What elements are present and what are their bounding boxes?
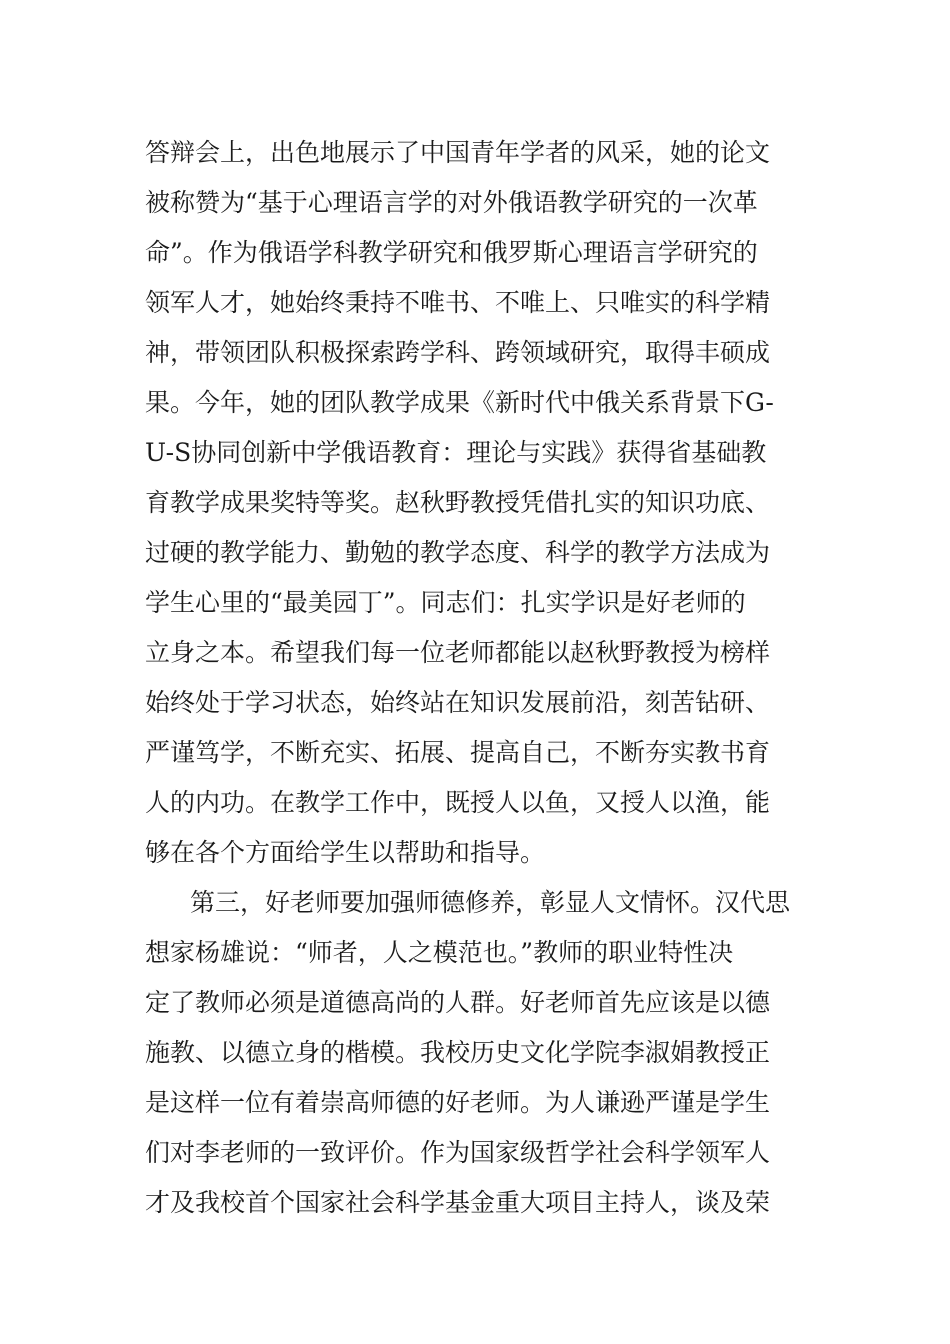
text-line: 果。今年，她的团队教学成果《新时代中俄关系背景下G- xyxy=(145,388,774,417)
text-line: 想家杨雄说：“师者，人之模范也。”教师的职业特性决 xyxy=(145,938,734,967)
text-line: 定了教师必须是道德高尚的人群。好老师首先应该是以德 xyxy=(145,988,771,1017)
text-line: 答辩会上，出色地展示了中国青年学者的风采，她的论文 xyxy=(145,138,771,167)
paragraph-start-line: 第三，好老师要加强师德修养，彰显人文情怀。汉代思 xyxy=(190,888,791,917)
text-line: 被称赞为“基于心理语言学的对外俄语教学研究的一次革 xyxy=(145,188,758,217)
body-text xyxy=(145,128,815,1228)
text-line: 始终处于学习状态，始终站在知识发展前沿，刻苦钻研、 xyxy=(145,688,771,717)
text-line: 过硬的教学能力、勤勉的教学态度、科学的教学方法成为 xyxy=(145,538,771,567)
text-line: 神，带领团队积极探索跨学科、跨领域研究，取得丰硕成 xyxy=(145,338,771,367)
text-line: 才及我校首个国家社会科学基金重大项目主持人，谈及荣 xyxy=(145,1188,771,1217)
text-line: 是这样一位有着崇高师德的好老师。为人谦逊严谨是学生 xyxy=(145,1088,771,1117)
text-line: 立身之本。希望我们每一位老师都能以赵秋野教授为榜样 xyxy=(145,638,771,667)
text-line: 够在各个方面给学生以帮助和指导。 xyxy=(145,838,546,867)
text-line: 学生心里的“最美园丁”。同志们：扎实学识是好老师的 xyxy=(145,588,746,617)
text-line: 育教学成果奖特等奖。赵秋野教授凭借扎实的知识功底、 xyxy=(145,488,771,517)
text-line: 领军人才，她始终秉持不唯书、不唯上、只唯实的科学精 xyxy=(145,288,771,317)
text-line: 严谨笃学，不断充实、拓展、提高自己，不断夯实教书育 xyxy=(145,738,771,767)
text-line: U-S协同创新中学俄语教育：理论与实践》获得省基础教 xyxy=(145,438,767,467)
text-line: 命”。作为俄语学科教学研究和俄罗斯心理语言学研究的 xyxy=(145,238,758,267)
text-line: 们对李老师的一致评价。作为国家级哲学社会科学领军人 xyxy=(145,1138,771,1167)
text-line: 人的内功。在教学工作中，既授人以鱼，又授人以渔，能 xyxy=(145,788,771,817)
text-line: 施教、以德立身的楷模。我校历史文化学院李淑娟教授正 xyxy=(145,1038,771,1067)
